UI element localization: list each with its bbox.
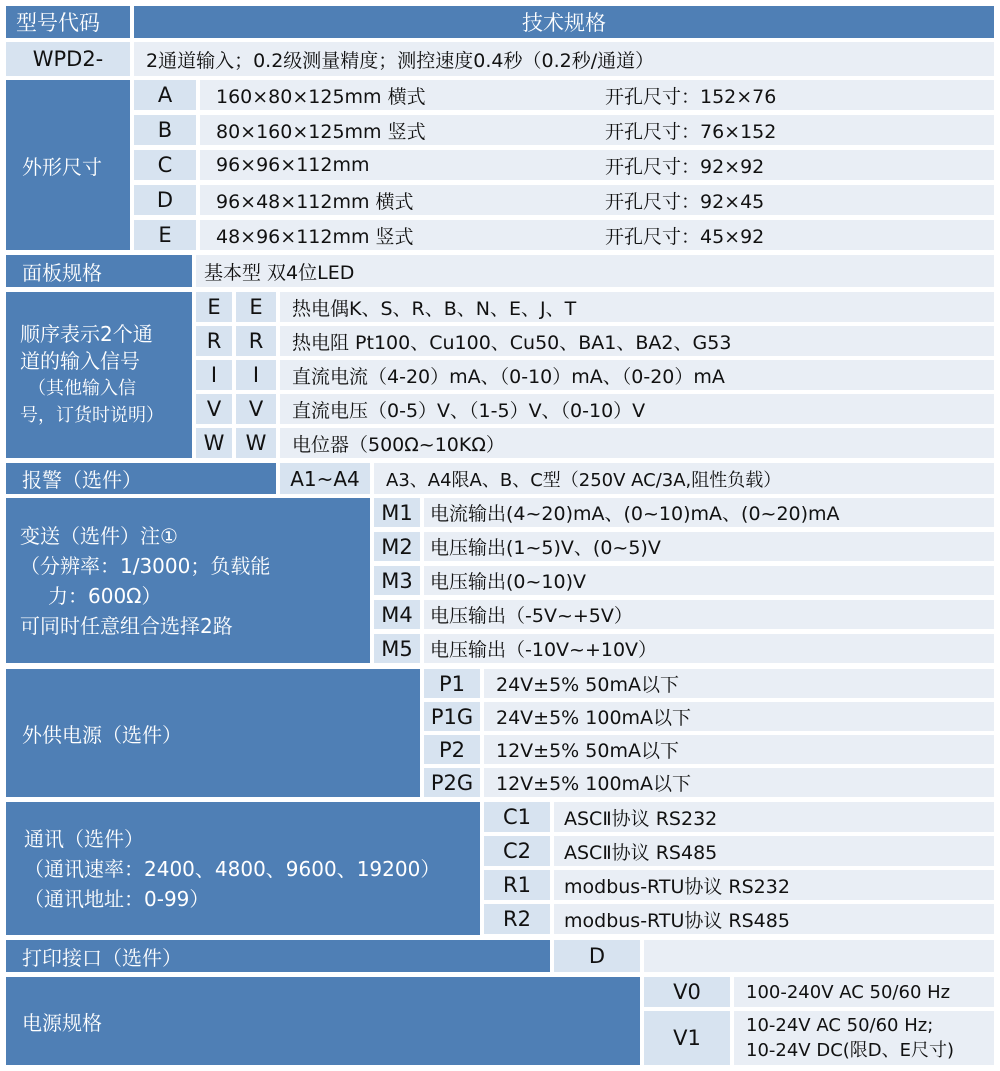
input-label xyxy=(6,292,192,458)
power-out-code: P1G xyxy=(424,702,480,731)
tech-spec-header: 技术规格 xyxy=(134,6,994,38)
input-note-line-2: 号，订货时说明） xyxy=(20,405,164,426)
alarm-label: 报警（选件） xyxy=(6,463,276,494)
comm-code: R1 xyxy=(484,870,550,900)
panel-label: 面板规格 xyxy=(6,255,192,287)
supply-v1-line-2: 10-24V DC(限D、E尺寸) xyxy=(746,1040,955,1061)
power-out-code: P2 xyxy=(424,735,480,764)
printer-label: 打印接口（选件） xyxy=(6,940,550,972)
alarm-code: A1~A4 xyxy=(280,463,370,494)
input-code-ch2: W xyxy=(236,428,276,458)
alarm-value: A3、A4限A、B、C型（250V AC/3A,阻性负载） xyxy=(374,463,994,494)
dimension-value xyxy=(200,185,994,215)
input-code-ch1: E xyxy=(196,292,232,322)
transmit-label-line-1: 变送（选件）注① xyxy=(20,523,178,548)
dimension-code: A xyxy=(134,80,196,110)
transmit-value: 电压输出(1~5)V、(0~5)V xyxy=(424,532,994,561)
transmit-value: 电流输出(4~20)mA、(0~10)mA、(0~20)mA xyxy=(424,498,994,527)
transmit-value: 电压输出（-10V~+10V） xyxy=(424,634,994,663)
dimension-size: 160×80×125mm 横式 xyxy=(216,85,426,108)
dimension-code: E xyxy=(134,220,196,250)
comm-label xyxy=(6,802,480,935)
dimension-value xyxy=(200,150,994,180)
input-code-ch2: I xyxy=(236,360,276,390)
input-value: 热电偶K、S、R、B、N、E、J、T xyxy=(280,292,994,322)
input-code-ch2: R xyxy=(236,326,276,356)
transmit-label-line-4: 可同时任意组合选择2路 xyxy=(20,613,233,638)
comm-value: ASCⅡ协议 RS485 xyxy=(554,836,994,866)
comm-value: ASCⅡ协议 RS232 xyxy=(554,802,994,832)
printer-value-empty xyxy=(644,940,994,972)
input-code-ch1: V xyxy=(196,394,232,424)
supply-code-v1: V1 xyxy=(644,1011,730,1065)
dimension-size: 80×160×125mm 竖式 xyxy=(216,120,426,143)
transmit-code: M1 xyxy=(374,498,420,527)
input-code-ch1: W xyxy=(196,428,232,458)
dimensions-label: 外形尺寸 xyxy=(6,80,130,250)
transmit-label xyxy=(6,498,370,663)
comm-label-line-1: 通讯（选件） xyxy=(24,826,144,851)
dimension-cutout: 开孔尺寸：92×92 xyxy=(605,155,765,178)
dimension-code: D xyxy=(134,185,196,215)
power-out-label: 外供电源（选件） xyxy=(6,669,420,797)
dimension-value xyxy=(200,115,994,145)
input-note-line-1: （其他输入信 xyxy=(28,378,136,399)
dimension-size: 48×96×112mm 竖式 xyxy=(216,225,414,248)
power-out-value: 24V±5% 100mA以下 xyxy=(484,702,994,731)
comm-label-line-3: （通讯地址：0-99） xyxy=(24,886,210,911)
transmit-label-line-2: （分辨率：1/3000；负载能 xyxy=(20,553,271,578)
dimension-cutout: 开孔尺寸：76×152 xyxy=(605,120,777,143)
input-code-ch1: I xyxy=(196,360,232,390)
comm-label-line-2: （通讯速率：2400、4800、9600、19200） xyxy=(24,856,441,881)
supply-value-v0: 100-240V AC 50/60 Hz xyxy=(734,977,994,1007)
supply-v1-line-1: 10-24V AC 50/60 Hz; xyxy=(746,1015,934,1036)
dimension-cutout: 开孔尺寸：92×45 xyxy=(605,190,765,213)
comm-code: C2 xyxy=(484,836,550,866)
input-value: 电位器（500Ω~10KΩ） xyxy=(280,428,994,458)
power-out-code: P2G xyxy=(424,768,480,797)
dimension-cutout: 开孔尺寸：152×76 xyxy=(605,85,777,108)
transmit-label-line-3: 力：600Ω） xyxy=(48,583,162,608)
supply-label: 电源规格 xyxy=(6,977,640,1065)
comm-value: modbus-RTU协议 RS232 xyxy=(554,870,994,900)
transmit-code: M3 xyxy=(374,566,420,595)
input-code-ch1: R xyxy=(196,326,232,356)
dimension-value xyxy=(200,220,994,250)
wpd-code: WPD2- xyxy=(6,42,130,76)
power-out-value: 12V±5% 50mA以下 xyxy=(484,735,994,764)
transmit-value: 电压输出（-5V~+5V） xyxy=(424,600,994,629)
supply-value-v1 xyxy=(734,1011,994,1065)
power-out-code: P1 xyxy=(424,669,480,698)
dimension-value xyxy=(200,80,994,110)
dimension-code: C xyxy=(134,150,196,180)
dimension-size: 96×96×112mm xyxy=(216,154,370,176)
supply-code-v0: V0 xyxy=(644,977,730,1007)
transmit-code: M2 xyxy=(374,532,420,561)
transmit-code: M5 xyxy=(374,634,420,663)
dimension-size: 96×48×112mm 横式 xyxy=(216,190,414,213)
power-out-value: 12V±5% 100mA以下 xyxy=(484,768,994,797)
dimension-code: B xyxy=(134,115,196,145)
comm-value: modbus-RTU协议 RS485 xyxy=(554,904,994,934)
printer-code: D xyxy=(554,940,640,972)
input-value: 直流电压（0-5）V、（1-5）V、（0-10）V xyxy=(280,394,994,424)
input-code-ch2: E xyxy=(236,292,276,322)
comm-code: C1 xyxy=(484,802,550,832)
panel-value: 基本型 双4位LED xyxy=(196,255,994,287)
input-value: 热电阻 Pt100、Cu100、Cu50、BA1、BA2、G53 xyxy=(280,326,994,356)
input-label-line-1: 顺序表示2个通 xyxy=(20,322,153,346)
input-value: 直流电流（4-20）mA、（0-10）mA、（0-20）mA xyxy=(280,360,994,390)
dimension-cutout: 开孔尺寸：45×92 xyxy=(605,225,765,248)
input-code-ch2: V xyxy=(236,394,276,424)
wpd-description: 2通道输入；0.2级测量精度；测控速度0.4秒（0.2秒/通道） xyxy=(134,42,994,76)
transmit-code: M4 xyxy=(374,600,420,629)
transmit-value: 电压输出(0~10)V xyxy=(424,566,994,595)
power-out-value: 24V±5% 50mA以下 xyxy=(484,669,994,698)
comm-code: R2 xyxy=(484,904,550,934)
model-code-header: 型号代码 xyxy=(6,6,130,38)
input-label-line-2: 道的输入信号 xyxy=(20,349,140,373)
